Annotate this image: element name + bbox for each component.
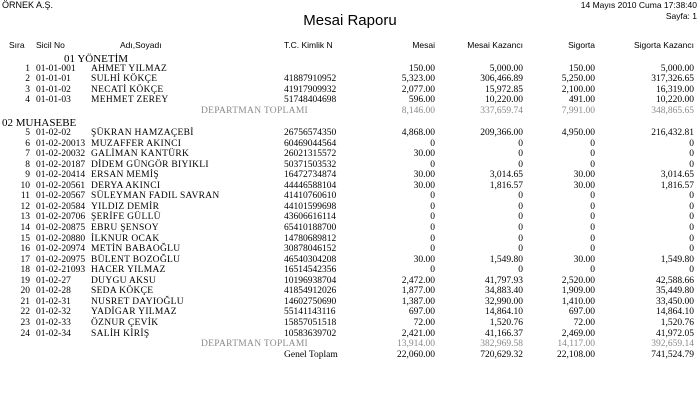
cell-tc: 44446588104 [284,180,337,191]
cell-sira: 9 [25,170,30,181]
table-row [0,95,700,106]
cell-sig-kazanc: 10,220.00 [656,95,694,106]
cell-mesai: 2,421.00 [401,328,435,339]
cell-sicil: 01-02-20880 [36,233,86,244]
cell-name: SULHİ KÖKÇE [91,74,158,85]
cell-sicil: 01-02-02 [36,128,71,139]
cell-mesai: 30.00 [413,170,435,181]
cell-sig-kazanc: 41,972.05 [656,328,694,339]
total-kazanc: 382,969.58 [480,339,523,350]
cell-name: MUZAFFER AKINCI [91,138,182,149]
cell-sigorta: 30.00 [573,180,595,191]
cell-sigorta: 491.00 [568,95,595,106]
cell-sig-kazanc: 0 [689,223,694,233]
cell-sicil: 01-02-31 [36,296,71,307]
cell-sira: 17 [20,254,30,265]
cell-mesai: 1,387.00 [401,296,435,307]
cell-tc: 15857051518 [284,317,337,328]
cell-sira: 22 [20,307,30,318]
table-row [0,329,700,340]
cell-kazanc: 0 [518,149,523,160]
cell-sigorta: 0 [590,201,595,212]
cell-sigorta: 2,100.00 [561,84,595,95]
cell-mesai: 30.00 [413,254,435,265]
cell-sig-kazanc: 1,520.76 [660,317,694,328]
table-row [0,255,700,266]
cell-tc: 26021315572 [284,149,337,160]
cell-sigorta: 0 [590,223,595,233]
cell-sicil: 01-02-20013 [36,138,86,149]
cell-mesai: 596.00 [408,95,435,106]
cell-sicil: 01-02-20032 [36,149,86,160]
cell-sig-kazanc: 35,449.80 [656,286,694,297]
cell-mesai: 72.00 [413,317,435,328]
cell-mesai: 150.00 [408,63,435,74]
cell-sig-kazanc: 42,588.66 [656,275,694,286]
cell-sig-kazanc: 0 [689,233,694,244]
cell-sira: 16 [20,244,30,255]
cell-sira: 20 [20,286,30,297]
cell-sicil: 01-02-20584 [36,201,86,212]
cell-mesai: 0 [430,159,435,170]
cell-sig-kazanc: 14,864.10 [656,307,694,318]
cell-sira: 18 [20,265,30,276]
table-row [0,128,700,139]
cell-tc: 41887910952 [284,74,337,85]
cell-sig-kazanc: 0 [689,149,694,160]
cell-tc: 14602750690 [284,296,337,307]
cell-sig-kazanc: 216,432.81 [651,128,694,139]
cell-sig-kazanc: 0 [689,212,694,223]
column-header-sig-kazanc: Sigorta Kazancı [633,40,694,50]
cell-tc: 41917909932 [284,84,337,95]
cell-kazanc: 34,883.40 [485,286,523,297]
cell-tc: 41410760610 [284,191,337,202]
report-title: Mesai Raporu [303,12,397,29]
cell-sira: 24 [20,328,30,339]
cell-sicil: 01-01-03 [36,95,71,106]
cell-mesai: 30.00 [413,149,435,160]
table-row [0,244,700,255]
table-row [0,64,700,75]
cell-name: AHMET YILMAZ [91,63,168,74]
total-kazanc: 337,659.74 [480,105,523,116]
cell-mesai: 0 [430,223,435,233]
total-sigorta: 7,991.00 [561,105,595,116]
table-row [0,170,700,181]
cell-mesai: 2,077.00 [401,84,435,95]
cell-name: YILDIZ DEMİR [91,201,160,212]
cell-mesai: 5,323.00 [401,74,435,85]
cell-sira: 5 [25,128,30,139]
cell-tc: 10196938704 [284,275,337,286]
cell-sigorta: 5,250.00 [561,74,595,85]
cell-mesai: 0 [430,212,435,223]
page-number: Sayfa: 1 [665,11,697,21]
cell-kazanc: 1,549.80 [489,254,523,265]
cell-mesai: 0 [430,244,435,255]
cell-sicil: 01-02-32 [36,307,71,318]
cell-sig-kazanc: 1,549.80 [660,254,694,265]
cell-kazanc: 306,466.89 [480,74,523,85]
cell-name: DİDEM GÜNGÖR BIYIKLI [91,159,209,170]
cell-kazanc: 0 [518,212,523,223]
cell-sigorta: 0 [590,244,595,255]
cell-sicil: 01-02-20567 [36,191,86,202]
cell-name: ÖZNUR ÇEVİK [91,317,159,328]
cell-sig-kazanc: 0 [689,138,694,149]
cell-name: ŞERİFE GÜLLÜ [91,212,161,223]
total-mesai: 13,914.00 [397,339,435,350]
cell-kazanc: 3,014.65 [489,170,523,181]
table-row [0,223,700,234]
cell-tc: 43606616114 [284,212,336,223]
cell-sicil: 01-01-001 [36,63,76,74]
cell-kazanc: 15,972.85 [485,84,523,95]
cell-sicil: 01-02-33 [36,317,71,328]
cell-sira: 10 [20,180,30,191]
table-row [0,149,700,160]
cell-sira: 15 [20,233,30,244]
cell-sira: 7 [25,149,30,160]
cell-tc: 65410188700 [284,223,337,233]
grand-total-row [0,350,700,361]
cell-mesai: 0 [430,191,435,202]
table-row [0,286,700,297]
cell-kazanc: 0 [518,244,523,255]
cell-name: NUSRET DAYIOĞLU [91,296,184,307]
grand-total-sigorta: 22,108.00 [557,350,595,361]
cell-sigorta: 0 [590,233,595,244]
cell-tc: 46540304208 [284,254,337,265]
cell-sira: 8 [25,159,30,170]
cell-sig-kazanc: 33,450.00 [656,296,694,307]
cell-sicil: 01-02-20414 [36,170,86,181]
cell-mesai: 4,868.00 [401,128,435,139]
cell-sig-kazanc: 0 [689,201,694,212]
cell-sigorta: 697.00 [568,307,595,318]
cell-sira: 23 [20,317,30,328]
cell-sigorta: 0 [590,159,595,170]
cell-sig-kazanc: 0 [689,159,694,170]
cell-mesai: 1,877.00 [401,286,435,297]
cell-name: ERSAN MEMİŞ [91,170,159,181]
cell-sira: 6 [25,138,30,149]
cell-name: GALİMAN KANTÜRK [91,149,190,160]
cell-sig-kazanc: 16,319.00 [656,84,694,95]
cell-kazanc: 32,990.00 [485,296,523,307]
cell-kazanc: 0 [518,191,523,202]
cell-sira: 13 [20,212,30,223]
table-row [0,139,700,150]
table-row [0,191,700,202]
cell-sira: 12 [20,201,30,212]
total-sig-kazanc: 392,659.14 [651,339,694,350]
cell-kazanc: 0 [518,201,523,212]
cell-sig-kazanc: 3,014.65 [660,170,694,181]
cell-kazanc: 209,366.00 [480,128,523,139]
column-header-tc: T.C. Kimlik N [284,40,333,50]
cell-sigorta: 2,520.00 [561,275,595,286]
total-sig-kazanc: 348,865.65 [651,105,694,116]
cell-sicil: 01-02-21093 [36,265,86,276]
cell-kazanc: 0 [518,138,523,149]
cell-sira: 4 [25,95,30,106]
cell-name: SÜLEYMAN FADIL SAVRAN [91,191,220,202]
column-header-sira: Sıra [9,40,25,50]
cell-sigorta: 30.00 [573,254,595,265]
cell-name: DUYGU AKSU [91,275,157,286]
column-header-name: Adı,Soyadı [120,40,162,50]
column-header-sicil: Sicil No [36,40,65,50]
cell-tc: 16472734874 [284,170,337,181]
cell-sig-kazanc: 0 [689,265,694,276]
cell-sigorta: 150.00 [568,63,595,74]
cell-tc: 26756574350 [284,128,337,139]
cell-tc: 55141143116 [284,307,336,318]
cell-sigorta: 0 [590,265,595,276]
cell-name: MEHMET ZEREY [91,95,169,106]
cell-sicil: 01-02-20975 [36,254,86,265]
cell-name: HACER YILMAZ [91,265,166,276]
cell-sira: 19 [20,275,30,286]
cell-tc: 60469044564 [284,138,337,149]
cell-kazanc: 0 [518,233,523,244]
cell-sicil: 01-02-20561 [36,180,86,191]
cell-kazanc: 41,797.93 [485,275,523,286]
department-total-row [0,106,700,117]
cell-sira: 11 [20,191,30,202]
cell-sig-kazanc: 5,000.00 [660,63,694,74]
grand-total-kazanc: 720,629.32 [480,350,523,361]
department-title: 02 MUHASEBE [2,117,77,130]
cell-sicil: 01-02-20706 [36,212,86,223]
cell-sigorta: 2,469.00 [561,328,595,339]
cell-mesai: 0 [430,201,435,212]
cell-name: BÜLENT BOZOĞLU [91,254,181,265]
cell-name: YADİGAR YILMAZ [91,307,177,318]
grand-total-mesai: 22,060.00 [397,350,435,361]
cell-kazanc: 1,520.76 [489,317,523,328]
cell-kazanc: 0 [518,159,523,170]
company-name: ÖRNEK A.Ş. [2,0,54,10]
cell-kazanc: 14,864.10 [485,307,523,318]
cell-mesai: 0 [430,265,435,276]
cell-kazanc: 5,000.00 [489,63,523,74]
table-row [0,85,700,96]
cell-tc: 16514542356 [284,265,337,276]
column-header-sigorta: Sigorta [568,40,595,50]
cell-name: EBRU ŞENSOY [91,223,159,233]
cell-tc: 41854912026 [284,286,337,297]
total-sigorta: 14,117.00 [557,339,595,350]
cell-sig-kazanc: 0 [689,244,694,255]
cell-tc: 51748404698 [284,95,337,106]
cell-kazanc: 0 [518,223,523,233]
cell-sigorta: 30.00 [573,170,595,181]
cell-mesai: 2,472.00 [401,275,435,286]
total-mesai: 8,146.00 [401,105,435,116]
cell-name: SALİH KİRİŞ [91,328,150,339]
cell-sicil: 01-02-20187 [36,159,86,170]
cell-sira: 21 [20,296,30,307]
cell-tc: 50371503532 [284,159,337,170]
cell-sigorta: 72.00 [573,317,595,328]
cell-name: METİN BABAOĞLU [91,244,181,255]
cell-sigorta: 1,410.00 [561,296,595,307]
cell-sicil: 01-02-20974 [36,244,86,255]
cell-sira: 14 [20,223,30,233]
cell-sicil: 01-02-34 [36,328,71,339]
cell-sig-kazanc: 1,816.57 [660,180,694,191]
cell-kazanc: 1,816.57 [489,180,523,191]
report-datetime: 14 Mayıs 2010 Cuma 17:38:40 [580,0,697,10]
cell-kazanc: 41,166.37 [485,328,523,339]
table-row [0,234,700,245]
department-title: 01 YÖNETİM [64,52,129,65]
department-total-label: DEPARTMAN TOPLAMI [201,339,309,350]
cell-sigorta: 1,909.00 [561,286,595,297]
cell-tc: 10583639702 [284,328,337,339]
department-total-row [0,339,700,350]
cell-sigorta: 0 [590,138,595,149]
cell-name: İLKNUR OCAK [91,233,160,244]
cell-sicil: 01-01-01 [36,74,71,85]
table-row [0,74,700,85]
table-row [0,318,700,329]
cell-kazanc: 10,220.00 [485,95,523,106]
table-row [0,265,700,276]
cell-sicil: 01-02-20875 [36,223,86,233]
cell-name: SEDA KÖKÇE [91,286,154,297]
cell-mesai: 0 [430,138,435,149]
cell-mesai: 697.00 [408,307,435,318]
department-total-label: DEPARTMAN TOPLAMI [201,105,309,116]
cell-sira: 3 [25,84,30,95]
column-header-mesai: Mesai [412,40,435,50]
cell-sicil: 01-02-27 [36,275,71,286]
grand-total-label: Genel Toplam [284,350,338,361]
cell-sigorta: 0 [590,149,595,160]
cell-sira: 2 [25,74,30,85]
table-row [0,212,700,223]
cell-kazanc: 0 [518,265,523,276]
cell-tc: 30878046152 [284,244,337,255]
cell-name: DERYA AKINCI [91,180,161,191]
cell-sigorta: 0 [590,212,595,223]
cell-mesai: 0 [430,233,435,244]
cell-name: ŞÜKRAN HAMZAÇEBİ [91,128,194,139]
table-row [0,307,700,318]
cell-sigorta: 0 [590,191,595,202]
cell-tc: 14780689812 [284,233,337,244]
cell-sicil: 01-02-28 [36,286,71,297]
cell-sig-kazanc: 317,326.65 [651,74,694,85]
column-header-kazanc: Mesai Kazancı [467,40,523,50]
cell-mesai: 30.00 [413,180,435,191]
cell-sig-kazanc: 0 [689,191,694,202]
cell-sira: 1 [25,63,30,74]
cell-sigorta: 4,950.00 [561,128,595,139]
grand-total-sig-kazanc: 741,524.79 [651,350,694,361]
cell-tc: 44101599698 [284,201,337,212]
cell-name: NECATİ KÖKÇE [91,84,164,95]
cell-sicil: 01-01-02 [36,84,71,95]
